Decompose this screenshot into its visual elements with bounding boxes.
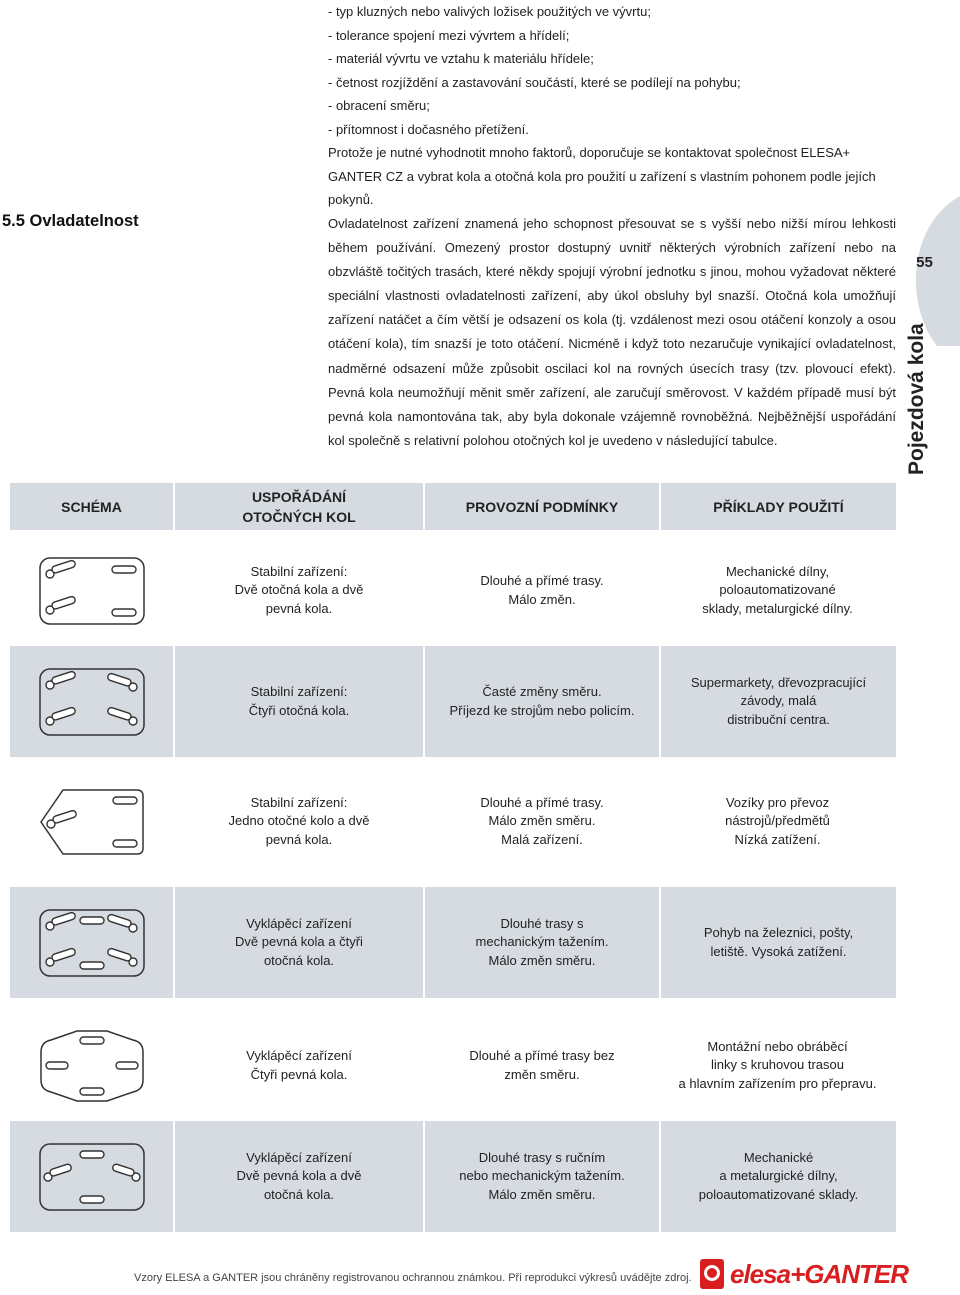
examples-cell: Supermarkety, dřevozpracující závody, malá distribuční centra.	[690, 674, 867, 727]
table-row	[10, 1010, 896, 1121]
conditions-cell: Dlouhé a přímé trasy. Málo změn směru. Malá zařízení.	[480, 794, 604, 847]
caster-arrangement-table	[10, 483, 896, 1238]
schema-cell	[10, 1010, 175, 1121]
table-header	[10, 483, 896, 530]
table-row	[10, 1121, 896, 1232]
header-arrangement: USPOŘÁDÁNÍ OTOČNÝCH KOL	[175, 483, 425, 530]
conditions-cell: Dlouhé trasy s ručním nebo mechanickým tažením. Málo změn směru.	[425, 1121, 661, 1232]
intro-block	[328, 0, 898, 212]
logo-wordmark: elesa+GANTER	[730, 1259, 909, 1289]
bullet-item: - přítomnost i dočasného přetížení.	[328, 121, 529, 137]
bullet-item: - typ kluzných nebo valivých ložisek použitých ve vývrtu;	[328, 4, 651, 19]
table-row	[10, 887, 896, 998]
examples-cell: Vozíky pro převoz nástrojů/předmětů Nízká zatížení.	[725, 794, 830, 847]
elesa-ganter-logo	[700, 1259, 909, 1289]
schema-cell	[10, 887, 175, 998]
schema-cell	[10, 646, 175, 757]
schema-cell	[10, 535, 175, 646]
bullet-item: - četnost rozjíždění a zastavování součástí, které se podílejí na pohybu;	[328, 74, 741, 90]
bullet-item: - tolerance spojení mezi vývrtem a hřídelí;	[328, 27, 570, 43]
arrangement-cell: Stabilní zařízení: Jedno otočné kolo a dvě pevná kola.	[228, 794, 370, 847]
bullet-item: - obracení směru;	[328, 98, 430, 113]
side-label: Pojezdová kola	[905, 323, 928, 475]
conditions-cell: Dlouhé a přímé trasy bez změn směru.	[469, 1048, 615, 1082]
section-title: 5.5 Ovladatelnost	[2, 212, 139, 230]
examples-cell: Mechanické a metalurgické dílny, poloautomatizované sklady.	[698, 1149, 859, 1202]
intro-paragraph: Protože je nutné vyhodnotit mnoho faktorů, doporučuje se kontaktovat společnost ELESA+ GANTER CZ a vybrat kola a otočná kola pro použití u zařízení s vlastním pohonem podle jejích pokynů.	[328, 145, 876, 207]
page-number: 55	[916, 254, 933, 271]
cart-2-fixed-4-swivel-icon	[37, 907, 147, 979]
table-row	[10, 646, 896, 757]
conditions-cell: Dlouhé a přímé trasy. Málo změn.	[480, 573, 604, 607]
cart-2-swivel-2-fixed-icon	[37, 555, 147, 627]
schema-cell	[10, 1121, 175, 1232]
arrangement-cell: Stabilní zařízení: Čtyři otočná kola.	[175, 646, 425, 757]
cart-4-fixed-icon	[37, 1028, 147, 1104]
arrangement-cell: Vyklápěcí zařízení Čtyři pevná kola.	[246, 1048, 352, 1082]
cart-2-fixed-2-swivel-icon	[37, 1141, 147, 1213]
header-schema: SCHÉMA	[10, 483, 175, 530]
header-examples: PŘÍKLADY POUŽITÍ	[713, 498, 844, 515]
examples-cell: Pohyb na železnici, pošty, letiště. Vysoká zatížení.	[703, 925, 854, 959]
brand-mark-icon	[700, 1259, 724, 1289]
footer-note: Vzory ELESA a GANTER jsou chráněny registrovanou ochrannou známkou. Při reprodukci výkresů uvádějte zdroj.	[134, 1272, 692, 1284]
section-body: Ovladatelnost zařízení znamená jeho schopnost přesouvat se s vyšší nebo nižší mírou lehkosti během používání. Omezený prostor dostupný uvnitř některých výrobních zařízení nebo na obzvláště točitých trasách, které někdy spojují výrobní jednotku s jinou, mohou vyžadovat některé speciální vlastnosti ovladatelnosti zařízení, aby úkol obsluhy byl snazší. Otočná kola umožňují zařízení natáčet a čím větší je odsazení os kola (tj. vzdálenost mezi osou otáčení konzoly a osou otáčení kola), tím snazší je toto otáčení. Nicméně i když toto nezaručuje vynikající ovladatelnost, nadměrné odsazení může způsobit oscilaci kol na rovných úsecích trasy (tzv. plovoucí efekt). Pevná kola neumožňují měnit směr zařízení, ale zaručují směrovost. V každém případě musí být pevná kola namontována tak, aby byla dokonale vzájemně rovnoběžná. Nejběžnější uspořádání kol společně s relativní polohou otočných kol je uvedeno v následující tabulce.	[328, 216, 896, 448]
table-row	[10, 766, 896, 877]
conditions-cell: Dlouhé trasy s mechanickým tažením. Málo změn směru.	[425, 887, 661, 998]
cart-4-swivel-icon	[37, 666, 147, 738]
arrangement-cell: Vyklápěcí zařízení Dvě pevná kola a čtyři otočná kola.	[175, 887, 425, 998]
arrangement-cell: Stabilní zařízení: Dvě otočná kola a dvě pevná kola.	[234, 563, 364, 616]
examples-cell: Montážní nebo obráběcí linky s kruhovou trasou a hlavním zařízením pro přepravu.	[678, 1038, 877, 1091]
schema-cell	[10, 766, 175, 877]
examples-cell: Mechanické dílny, poloautomatizované sklady, metalurgické dílny.	[702, 563, 853, 616]
table-row	[10, 535, 896, 646]
bullet-item: - materiál vývrtu ve vztahu k materiálu hřídele;	[328, 51, 594, 66]
header-conditions: PROVOZNÍ PODMÍNKY	[425, 483, 661, 530]
arrangement-cell: Vyklápěcí zařízení Dvě pevná kola a dvě otočná kola.	[175, 1121, 425, 1232]
cart-1-swivel-2-fixed-icon	[37, 786, 147, 858]
conditions-cell: Časté změny směru. Příjezd ke strojům nebo policím.	[425, 646, 661, 757]
